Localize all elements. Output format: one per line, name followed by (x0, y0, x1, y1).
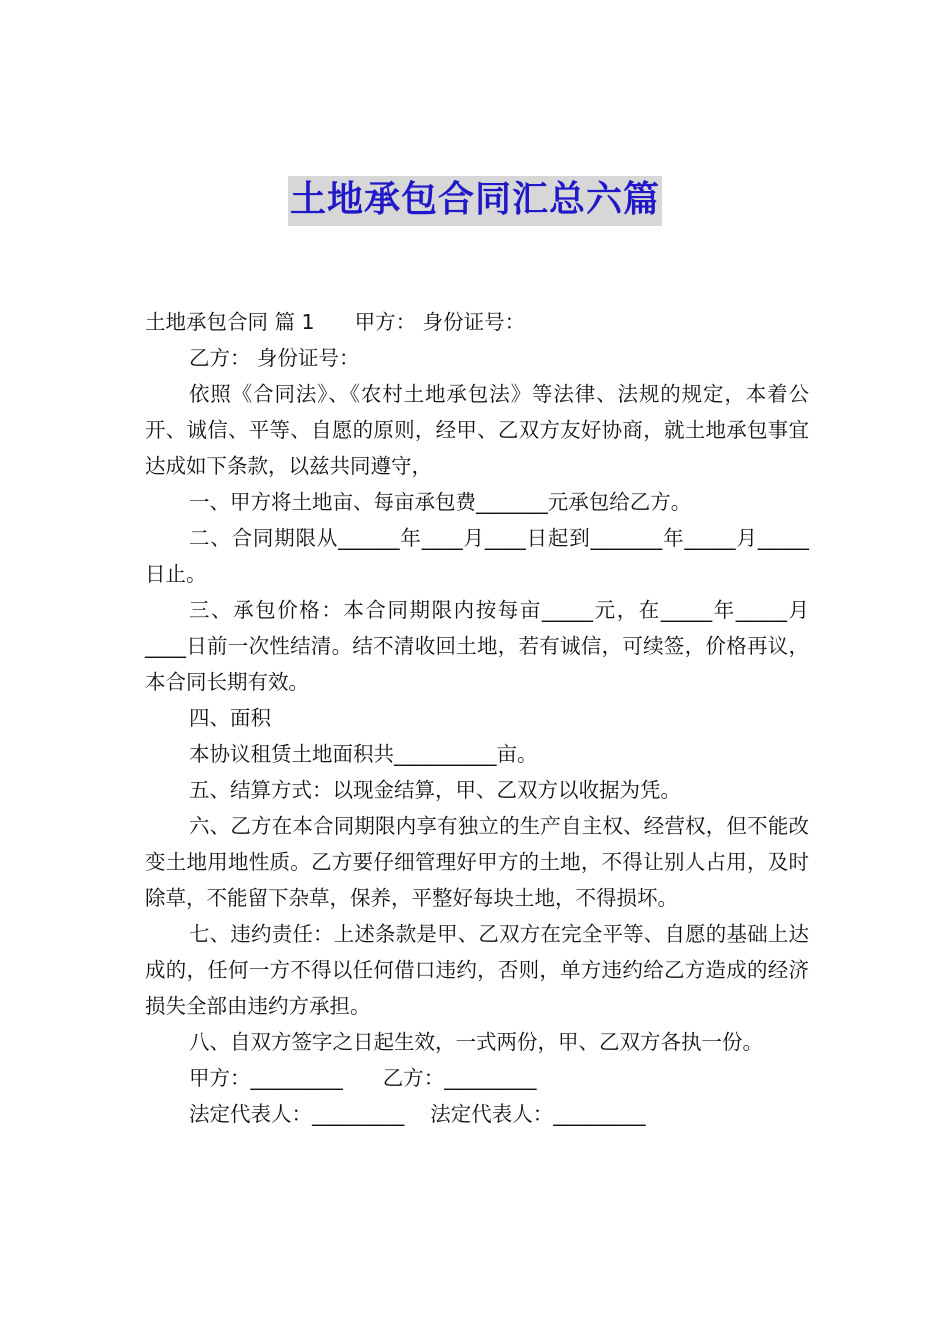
clause-4-body: 本协议租赁土地面积共__________亩。 (189, 742, 538, 766)
id-a-label: 身份证号： (422, 310, 526, 334)
intro-paragraph: 依照《合同法》、《农村土地承包法》等法律、法规的规定，本着公开、诚信、平等、自愿的原则，经甲、乙双方友好协商，就土地承包事宜达成如下条款，以兹共同遵守， (145, 382, 809, 478)
party-b-line (145, 340, 809, 376)
signature-rep-b: 法定代表人：_________ (430, 1102, 646, 1126)
signature-rep-a: 法定代表人：_________ (189, 1102, 405, 1126)
signature-party-a: 甲方：_________ (189, 1066, 343, 1090)
document-title: 土地承包合同汇总六篇 (288, 176, 662, 226)
clause-1: 一、甲方将土地亩、每亩承包费_______元承包给乙方。 (189, 490, 692, 514)
party-b-label: 乙方： (189, 346, 251, 370)
clause-4-title: 四、面积 (189, 706, 271, 730)
document-body (145, 304, 809, 1132)
section-heading: 土地承包合同 篇 1 (145, 310, 315, 334)
id-b-label: 身份证号： (257, 346, 360, 370)
title-container (0, 176, 950, 226)
signature-line-parties (145, 1060, 809, 1096)
header-line (145, 304, 809, 340)
clause-3: 三、承包价格：本合同期限内按每亩_____元，在_____年_____月____日前一次性结清。结不清收回土地，若有诚信，可续签，价格再议，本合同长期有效。 (145, 598, 809, 694)
signature-party-b: 乙方：_________ (382, 1066, 537, 1090)
clause-6: 六、乙方在本合同期限内享有独立的生产自主权、经营权，但不能改变土地用地性质。乙方要仔细管理好甲方的土地，不得让别人占用，及时除草，不能留下杂草，保养，平整好每块土地，不得损坏。 (145, 814, 809, 910)
clause-8: 八、自双方签字之日起生效，一式两份，甲、乙双方各执一份。 (189, 1030, 763, 1054)
clause-5: 五、结算方式：以现金结算，甲、乙双方以收据为凭。 (189, 778, 681, 802)
clause-7: 七、违约责任：上述条款是甲、乙双方在完全平等、自愿的基础上达成的，任何一方不得以任何借口违约，否则，单方违约给乙方造成的经济损失全部由违约方承担。 (145, 922, 809, 1018)
clause-2: 二、合同期限从______年____月____日起到_______年_____月_____日止。 (145, 526, 809, 586)
party-a-label: 甲方： (354, 310, 417, 334)
signature-line-representatives (145, 1096, 809, 1132)
